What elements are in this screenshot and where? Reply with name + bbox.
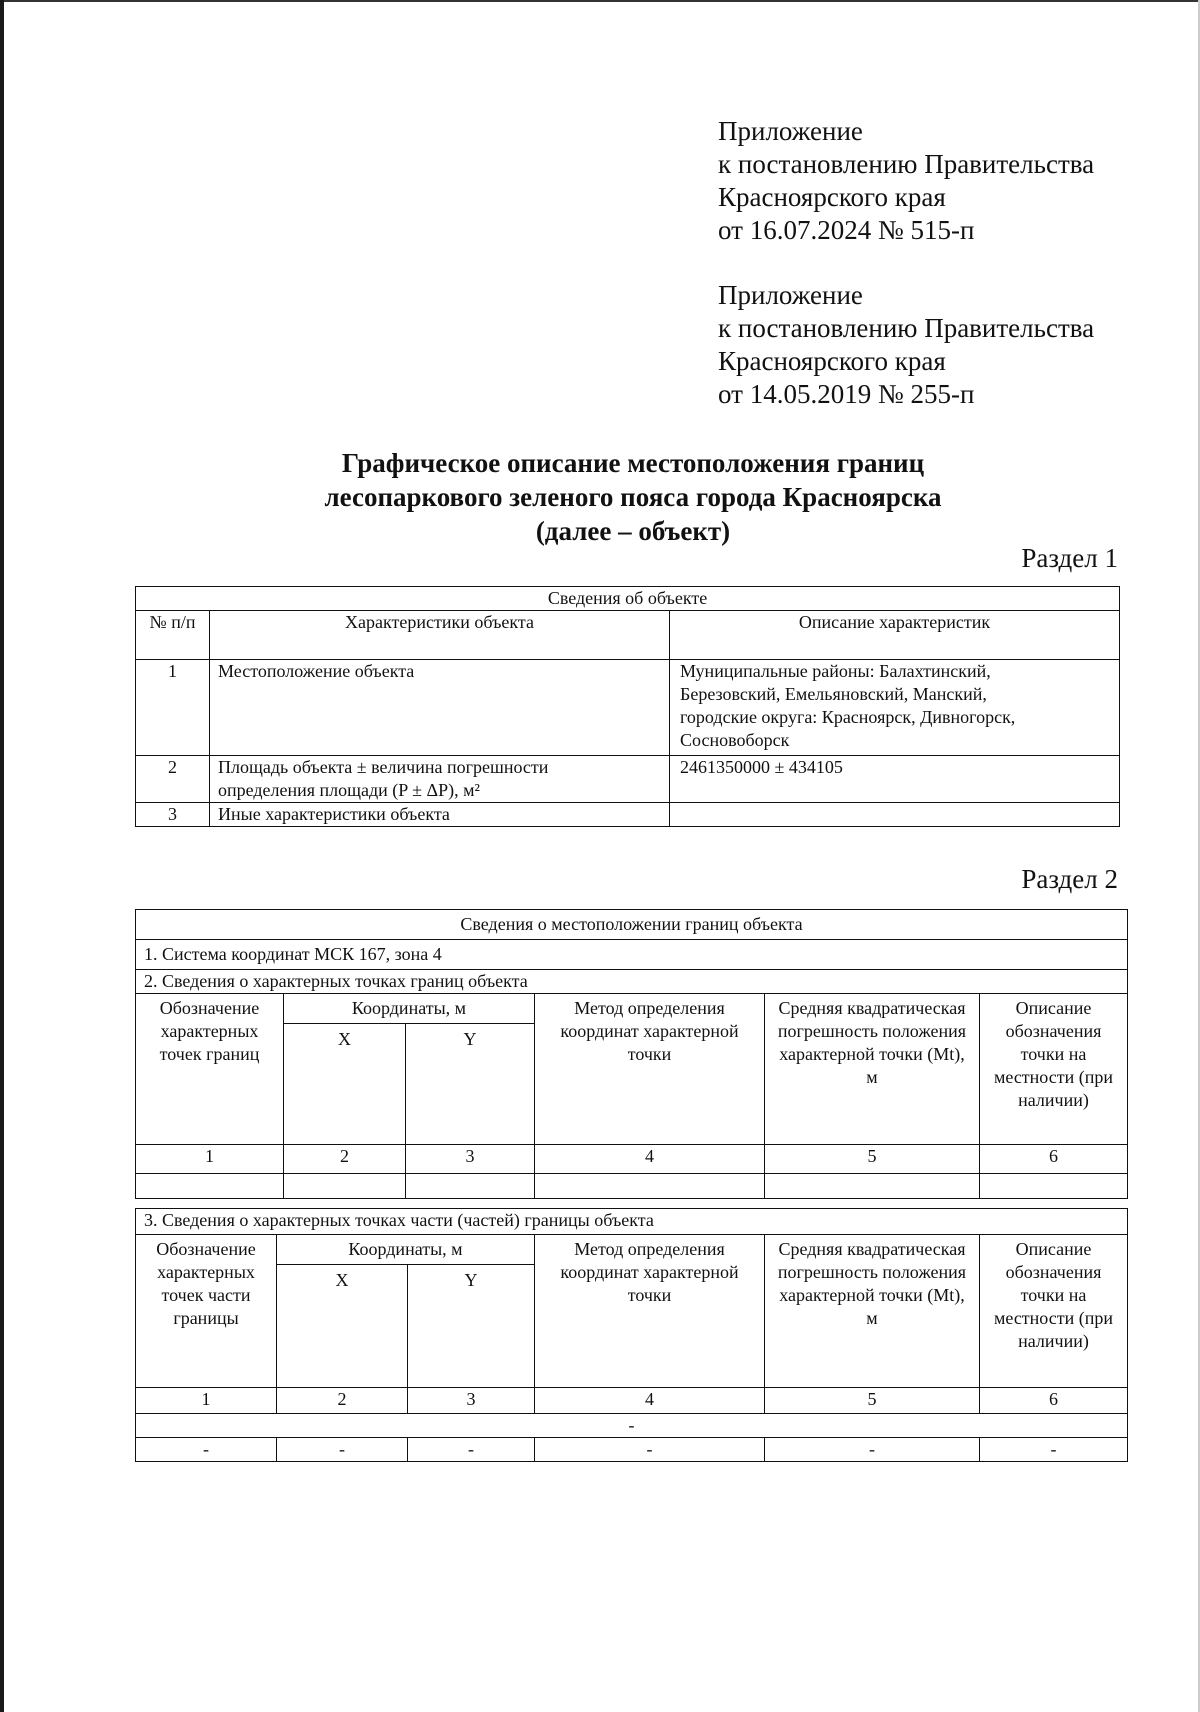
table-row xyxy=(136,803,1120,827)
appendix-line: Приложение xyxy=(718,280,863,310)
dash-cell: - xyxy=(765,1438,980,1462)
appendix-line: Красноярского края xyxy=(718,346,946,376)
table-row xyxy=(136,1174,1128,1199)
empty-cell xyxy=(535,1174,765,1199)
col-header-description: Описание характеристик xyxy=(670,611,1120,660)
section2-parts-table xyxy=(135,1208,1128,1462)
table-row xyxy=(136,1438,1128,1462)
col-number: 6 xyxy=(980,1388,1128,1414)
coordinate-system: 1. Система координат МСК 167, зона 4 xyxy=(136,940,1128,970)
col-header-x: X xyxy=(284,1024,406,1145)
col-header-description: Описание обозначения точки на местности (при наличии) xyxy=(980,1235,1128,1388)
dash-cell: - xyxy=(136,1438,277,1462)
appendix-line: Красноярского края xyxy=(718,182,946,212)
col-number: 6 xyxy=(980,1145,1128,1174)
col-header-description: Описание обозначения точки на местности (при наличии) xyxy=(980,994,1128,1145)
points-heading: 2. Сведения о характерных точках границ объекта xyxy=(136,970,1128,994)
title-line: лесопаркового зеленого пояса города Красноярска xyxy=(324,482,942,512)
col-number: 4 xyxy=(535,1145,765,1174)
section2-caption: Сведения о местоположении границ объекта xyxy=(136,910,1128,940)
row-characteristic: Иные характеристики объекта xyxy=(210,803,670,827)
col-header-method: Метод определения координат характерной точки xyxy=(535,1235,765,1388)
table-row xyxy=(136,1414,1128,1438)
col-number: 3 xyxy=(408,1388,535,1414)
col-number: 1 xyxy=(136,1145,284,1174)
col-header-coordinates: Координаты, м xyxy=(277,1235,535,1265)
col-header-designation-part: Обозначение характерных точек части границы xyxy=(136,1235,277,1388)
col-header-error: Средняя квадратическая погрешность положения характерной точки (Mt), м xyxy=(765,1235,980,1388)
row-num: 2 xyxy=(136,756,210,803)
section1-label: Раздел 1 xyxy=(1021,543,1118,573)
col-header-num: № п/п xyxy=(136,611,210,660)
document-title xyxy=(0,446,1200,548)
appendix-original xyxy=(718,279,1094,411)
table-row xyxy=(136,756,1120,803)
dash-cell: - xyxy=(277,1438,408,1462)
appendix-line: от 14.05.2019 № 255-п xyxy=(718,379,975,409)
section1-table xyxy=(135,586,1120,827)
col-header-error: Средняя квадратическая погрешность положения характерной точки (Mt), м xyxy=(765,994,980,1145)
section1-caption: Сведения об объекте xyxy=(136,587,1120,611)
row-num: 3 xyxy=(136,803,210,827)
col-header-x: X xyxy=(277,1265,408,1388)
row-characteristic: Местоположение объекта xyxy=(210,660,670,756)
col-header-y: Y xyxy=(406,1024,535,1145)
col-header-y: Y xyxy=(408,1265,535,1388)
dash-cell: - xyxy=(980,1438,1128,1462)
appendix-line: к постановлению Правительства xyxy=(718,313,1095,343)
col-header-characteristic: Характеристики объекта xyxy=(210,611,670,660)
table-row xyxy=(136,660,1120,756)
row-characteristic: Площадь объекта ± величина погрешности определения площади (P ± ΔP), м² xyxy=(210,756,670,803)
row-description: Муниципальные районы: Балахтинский, Березовский, Емельяновский, Манский, городские округа: Красноярск, Дивногорск, Сосновоборск xyxy=(670,660,1120,756)
col-number: 4 xyxy=(535,1388,765,1414)
col-header-coordinates: Координаты, м xyxy=(284,994,535,1024)
empty-cell xyxy=(136,1174,284,1199)
title-line: Графическое описание местоположения границ xyxy=(341,448,925,478)
page-edge-top xyxy=(0,0,1200,2)
col-number: 5 xyxy=(765,1388,980,1414)
appendix-line: к постановлению Правительства xyxy=(718,149,1095,179)
part-dash: - xyxy=(136,1414,1128,1438)
col-number: 2 xyxy=(277,1388,408,1414)
title-line: (далее – объект) xyxy=(535,516,731,546)
appendix-current xyxy=(718,115,1094,247)
col-number: 2 xyxy=(284,1145,406,1174)
row-description xyxy=(670,803,1120,827)
col-number: 3 xyxy=(406,1145,535,1174)
page-edge-left xyxy=(0,0,4,1712)
empty-cell xyxy=(765,1174,980,1199)
col-number: 1 xyxy=(136,1388,277,1414)
empty-cell xyxy=(284,1174,406,1199)
empty-cell xyxy=(406,1174,535,1199)
section2-boundary-table xyxy=(135,909,1128,1199)
section2-label: Раздел 2 xyxy=(1021,864,1118,894)
row-description: 2461350000 ± 434105 xyxy=(670,756,1120,803)
row-num: 1 xyxy=(136,660,210,756)
dash-cell: - xyxy=(535,1438,765,1462)
parts-heading: 3. Сведения о характерных точках части (частей) границы объекта xyxy=(136,1209,1128,1235)
empty-cell xyxy=(980,1174,1128,1199)
col-number: 5 xyxy=(765,1145,980,1174)
appendix-line: от 16.07.2024 № 515-п xyxy=(718,215,975,245)
dash-cell: - xyxy=(408,1438,535,1462)
appendix-line: Приложение xyxy=(718,116,863,146)
col-header-method: Метод определения координат характерной точки xyxy=(535,994,765,1145)
col-header-designation: Обозначение характерных точек границ xyxy=(136,994,284,1145)
